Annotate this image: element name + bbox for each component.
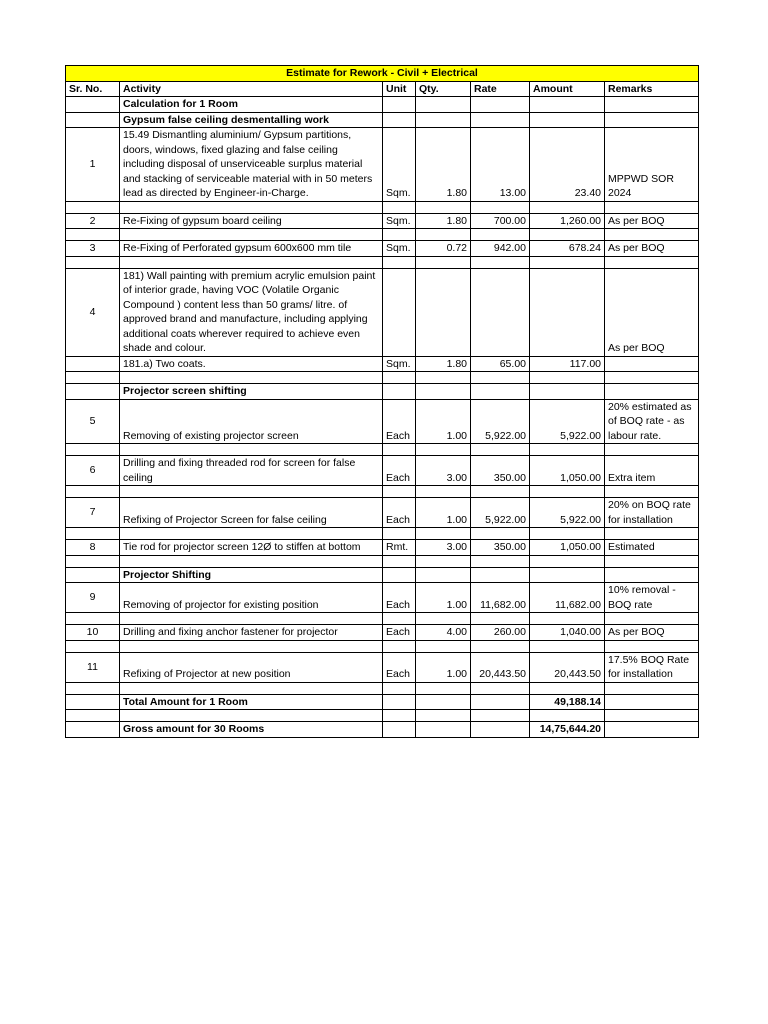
cell-sr: 10 xyxy=(66,625,120,641)
cell-amount: 20,443.50 xyxy=(530,652,605,682)
cell-amount xyxy=(530,97,605,113)
blank-row xyxy=(66,710,699,722)
cell-qty xyxy=(416,613,471,625)
cell-unit: Rmt. xyxy=(383,540,416,556)
header-row xyxy=(66,81,699,97)
cell-rate xyxy=(471,682,530,694)
cell-remarks xyxy=(605,528,699,540)
cell-amount: 23.40 xyxy=(530,128,605,202)
cell-remarks xyxy=(605,444,699,456)
cell-amount: 11,682.00 xyxy=(530,583,605,613)
cell-activity: Removing of projector for existing position xyxy=(120,583,383,613)
cell-rate xyxy=(471,640,530,652)
cell-sr xyxy=(66,710,120,722)
cell-remarks xyxy=(605,567,699,583)
cell-amount xyxy=(530,555,605,567)
section-row xyxy=(66,97,699,113)
cell-unit xyxy=(383,486,416,498)
table-row xyxy=(66,583,699,613)
cell-rate: 350.00 xyxy=(471,456,530,486)
table-row xyxy=(66,498,699,528)
cell-amount xyxy=(530,112,605,128)
cell-activity: Calculation for 1 Room xyxy=(120,97,383,113)
cell-unit xyxy=(383,555,416,567)
cell-amount xyxy=(530,384,605,400)
cell-qty: 1.80 xyxy=(416,213,471,229)
cell-unit: Sqm. xyxy=(383,356,416,372)
table-row xyxy=(66,268,699,356)
cell-amount: 49,188.14 xyxy=(530,694,605,710)
cell-activity: Total Amount for 1 Room xyxy=(120,694,383,710)
table-row xyxy=(66,213,699,229)
cell-remarks xyxy=(605,682,699,694)
cell-unit: Each xyxy=(383,456,416,486)
cell-rate: 5,922.00 xyxy=(471,399,530,444)
cell-amount: 1,050.00 xyxy=(530,456,605,486)
cell-rate xyxy=(471,613,530,625)
blank-row xyxy=(66,201,699,213)
cell-remarks: 20% on BOQ rate for installation xyxy=(605,498,699,528)
table-row xyxy=(66,128,699,202)
cell-qty: 3.00 xyxy=(416,456,471,486)
cell-unit xyxy=(383,112,416,128)
cell-qty xyxy=(416,486,471,498)
cell-qty: 0.72 xyxy=(416,241,471,257)
cell-sr xyxy=(66,356,120,372)
cell-amount: 14,75,644.20 xyxy=(530,722,605,738)
cell-remarks: Extra item xyxy=(605,456,699,486)
header-rate: Rate xyxy=(471,81,530,97)
cell-amount xyxy=(530,256,605,268)
cell-amount: 1,040.00 xyxy=(530,625,605,641)
cell-qty xyxy=(416,567,471,583)
cell-qty: 4.00 xyxy=(416,625,471,641)
total-row xyxy=(66,694,699,710)
cell-unit xyxy=(383,444,416,456)
blank-row xyxy=(66,640,699,652)
blank-row xyxy=(66,486,699,498)
cell-unit xyxy=(383,256,416,268)
cell-sr xyxy=(66,682,120,694)
cell-sr: 5 xyxy=(66,399,120,444)
cell-remarks: As per BOQ xyxy=(605,241,699,257)
cell-amount xyxy=(530,201,605,213)
cell-rate: 5,922.00 xyxy=(471,498,530,528)
cell-unit: Sqm. xyxy=(383,128,416,202)
cell-rate: 20,443.50 xyxy=(471,652,530,682)
cell-sr: 4 xyxy=(66,268,120,356)
cell-sr: 8 xyxy=(66,540,120,556)
cell-unit xyxy=(383,710,416,722)
cell-rate xyxy=(471,268,530,356)
cell-activity: 181.a) Two coats. xyxy=(120,356,383,372)
cell-remarks xyxy=(605,722,699,738)
total-row xyxy=(66,722,699,738)
cell-amount xyxy=(530,567,605,583)
header-activity: Activity xyxy=(120,81,383,97)
table-row xyxy=(66,356,699,372)
cell-qty: 1.00 xyxy=(416,498,471,528)
cell-activity xyxy=(120,682,383,694)
estimate-table xyxy=(65,65,699,738)
cell-amount: 117.00 xyxy=(530,356,605,372)
cell-unit: Each xyxy=(383,583,416,613)
cell-qty: 3.00 xyxy=(416,540,471,556)
cell-rate: 65.00 xyxy=(471,356,530,372)
cell-amount xyxy=(530,229,605,241)
cell-amount xyxy=(530,268,605,356)
cell-amount xyxy=(530,682,605,694)
cell-unit xyxy=(383,567,416,583)
cell-qty xyxy=(416,722,471,738)
cell-remarks xyxy=(605,112,699,128)
cell-unit xyxy=(383,722,416,738)
blank-row xyxy=(66,555,699,567)
cell-activity xyxy=(120,528,383,540)
cell-unit xyxy=(383,229,416,241)
cell-sr: 11 xyxy=(66,652,120,682)
header-unit: Unit xyxy=(383,81,416,97)
cell-qty: 1.80 xyxy=(416,356,471,372)
cell-activity: Gypsum false ceiling desmentalling work xyxy=(120,112,383,128)
cell-rate: 13.00 xyxy=(471,128,530,202)
cell-unit xyxy=(383,528,416,540)
cell-qty xyxy=(416,682,471,694)
cell-amount: 5,922.00 xyxy=(530,399,605,444)
cell-rate xyxy=(471,112,530,128)
cell-activity: Projector Shifting xyxy=(120,567,383,583)
cell-sr xyxy=(66,97,120,113)
cell-amount: 1,260.00 xyxy=(530,213,605,229)
blank-row xyxy=(66,372,699,384)
cell-activity xyxy=(120,444,383,456)
blank-row xyxy=(66,229,699,241)
cell-sr xyxy=(66,567,120,583)
cell-activity: Gross amount for 30 Rooms xyxy=(120,722,383,738)
cell-sr: 6 xyxy=(66,456,120,486)
section-row xyxy=(66,567,699,583)
cell-activity: Re-Fixing of gypsum board ceiling xyxy=(120,213,383,229)
cell-remarks xyxy=(605,356,699,372)
cell-qty xyxy=(416,555,471,567)
cell-qty xyxy=(416,372,471,384)
cell-unit xyxy=(383,613,416,625)
cell-remarks xyxy=(605,640,699,652)
cell-remarks: 20% estimated as of BOQ rate - as labour rate. xyxy=(605,399,699,444)
cell-activity: 181) Wall painting with premium acrylic emulsion paint of interior grade, having VOC (Volatile Organic Compound ) content less than 50 grams/ litre. of approved brand and manufacture, including applying additional coats wherever required to achieve even shade and colour. xyxy=(120,268,383,356)
cell-remarks xyxy=(605,555,699,567)
cell-remarks: As per BOQ xyxy=(605,625,699,641)
cell-rate: 942.00 xyxy=(471,241,530,257)
blank-row xyxy=(66,613,699,625)
cell-rate xyxy=(471,722,530,738)
cell-unit xyxy=(383,640,416,652)
cell-sr xyxy=(66,256,120,268)
blank-row xyxy=(66,444,699,456)
cell-sr xyxy=(66,444,120,456)
cell-amount xyxy=(530,613,605,625)
cell-activity: Projector screen shifting xyxy=(120,384,383,400)
cell-sr: 2 xyxy=(66,213,120,229)
table-row xyxy=(66,241,699,257)
blank-row xyxy=(66,528,699,540)
cell-sr xyxy=(66,722,120,738)
cell-amount xyxy=(530,528,605,540)
header-remarks: Remarks xyxy=(605,81,699,97)
cell-activity: Drilling and fixing anchor fastener for projector xyxy=(120,625,383,641)
cell-qty: 1.00 xyxy=(416,652,471,682)
cell-remarks xyxy=(605,229,699,241)
cell-remarks: As per BOQ xyxy=(605,268,699,356)
cell-remarks xyxy=(605,710,699,722)
cell-rate xyxy=(471,444,530,456)
cell-activity xyxy=(120,710,383,722)
cell-sr: 7 xyxy=(66,498,120,528)
cell-sr xyxy=(66,201,120,213)
cell-qty: 1.80 xyxy=(416,128,471,202)
cell-qty xyxy=(416,528,471,540)
cell-unit xyxy=(383,97,416,113)
cell-activity xyxy=(120,613,383,625)
cell-activity xyxy=(120,486,383,498)
cell-remarks xyxy=(605,694,699,710)
cell-amount xyxy=(530,444,605,456)
cell-remarks xyxy=(605,384,699,400)
cell-activity: Tie rod for projector screen 12Ø to stiffen at bottom xyxy=(120,540,383,556)
cell-activity xyxy=(120,640,383,652)
cell-rate xyxy=(471,97,530,113)
cell-rate: 260.00 xyxy=(471,625,530,641)
cell-remarks: MPPWD SOR 2024 xyxy=(605,128,699,202)
cell-rate xyxy=(471,384,530,400)
cell-activity xyxy=(120,555,383,567)
cell-rate xyxy=(471,555,530,567)
table-row xyxy=(66,399,699,444)
cell-remarks xyxy=(605,256,699,268)
header-amount: Amount xyxy=(530,81,605,97)
cell-rate: 700.00 xyxy=(471,213,530,229)
cell-qty xyxy=(416,710,471,722)
cell-remarks xyxy=(605,372,699,384)
cell-unit xyxy=(383,384,416,400)
cell-sr xyxy=(66,555,120,567)
header-qty: Qty. xyxy=(416,81,471,97)
cell-rate xyxy=(471,201,530,213)
blank-row xyxy=(66,682,699,694)
cell-sr xyxy=(66,613,120,625)
cell-qty xyxy=(416,640,471,652)
section-row xyxy=(66,112,699,128)
cell-qty: 1.00 xyxy=(416,583,471,613)
cell-rate xyxy=(471,694,530,710)
cell-remarks xyxy=(605,201,699,213)
cell-unit xyxy=(383,682,416,694)
blank-row xyxy=(66,256,699,268)
cell-rate xyxy=(471,372,530,384)
cell-amount xyxy=(530,372,605,384)
cell-qty xyxy=(416,201,471,213)
cell-remarks: Estimated xyxy=(605,540,699,556)
cell-sr: 9 xyxy=(66,583,120,613)
cell-remarks xyxy=(605,613,699,625)
cell-remarks: As per BOQ xyxy=(605,213,699,229)
cell-amount: 5,922.00 xyxy=(530,498,605,528)
cell-amount: 678.24 xyxy=(530,241,605,257)
section-row xyxy=(66,384,699,400)
cell-unit: Each xyxy=(383,652,416,682)
cell-sr xyxy=(66,372,120,384)
cell-qty: 1.00 xyxy=(416,399,471,444)
cell-unit xyxy=(383,201,416,213)
cell-sr xyxy=(66,694,120,710)
cell-rate xyxy=(471,710,530,722)
cell-rate: 11,682.00 xyxy=(471,583,530,613)
table-row xyxy=(66,625,699,641)
cell-qty xyxy=(416,229,471,241)
cell-unit xyxy=(383,268,416,356)
cell-unit xyxy=(383,372,416,384)
header-sr-no: Sr. No. xyxy=(66,81,120,97)
cell-activity xyxy=(120,372,383,384)
cell-remarks xyxy=(605,97,699,113)
cell-rate: 350.00 xyxy=(471,540,530,556)
cell-activity xyxy=(120,201,383,213)
cell-rate xyxy=(471,528,530,540)
cell-activity xyxy=(120,229,383,241)
cell-sr: 3 xyxy=(66,241,120,257)
cell-activity: Drilling and fixing threaded rod for screen for false ceiling xyxy=(120,456,383,486)
cell-activity: Re-Fixing of Perforated gypsum 600x600 mm tile xyxy=(120,241,383,257)
cell-unit: Sqm. xyxy=(383,241,416,257)
cell-qty xyxy=(416,444,471,456)
cell-unit: Sqm. xyxy=(383,213,416,229)
cell-qty xyxy=(416,256,471,268)
table-row xyxy=(66,456,699,486)
cell-amount: 1,050.00 xyxy=(530,540,605,556)
cell-amount xyxy=(530,640,605,652)
cell-sr: 1 xyxy=(66,128,120,202)
cell-unit: Each xyxy=(383,625,416,641)
cell-sr xyxy=(66,640,120,652)
table-row xyxy=(66,540,699,556)
cell-unit: Each xyxy=(383,498,416,528)
cell-activity: Removing of existing projector screen xyxy=(120,399,383,444)
cell-rate xyxy=(471,486,530,498)
cell-sr xyxy=(66,528,120,540)
cell-rate xyxy=(471,256,530,268)
cell-sr xyxy=(66,384,120,400)
cell-remarks xyxy=(605,486,699,498)
cell-sr xyxy=(66,486,120,498)
cell-rate xyxy=(471,229,530,241)
cell-activity xyxy=(120,256,383,268)
cell-qty xyxy=(416,384,471,400)
cell-remarks: 10% removal - BOQ rate xyxy=(605,583,699,613)
cell-activity: Refixing of Projector at new position xyxy=(120,652,383,682)
cell-sr xyxy=(66,112,120,128)
table-row xyxy=(66,652,699,682)
cell-activity: Refixing of Projector Screen for false ceiling xyxy=(120,498,383,528)
cell-amount xyxy=(530,486,605,498)
cell-sr xyxy=(66,229,120,241)
cell-activity: 15.49 Dismantling aluminium/ Gypsum partitions, doors, windows, fixed glazing and false ceiling including disposal of unserviceable surplus material and stacking of serviceable material with in 50 meters lead as directed by Engineer-in-Charge. xyxy=(120,128,383,202)
cell-qty xyxy=(416,268,471,356)
cell-qty xyxy=(416,694,471,710)
cell-unit xyxy=(383,694,416,710)
cell-qty xyxy=(416,112,471,128)
cell-amount xyxy=(530,710,605,722)
cell-rate xyxy=(471,567,530,583)
cell-qty xyxy=(416,97,471,113)
cell-remarks: 17.5% BOQ Rate for installation xyxy=(605,652,699,682)
cell-unit: Each xyxy=(383,399,416,444)
sheet-title: Estimate for Rework - Civil + Electrical xyxy=(66,66,699,82)
